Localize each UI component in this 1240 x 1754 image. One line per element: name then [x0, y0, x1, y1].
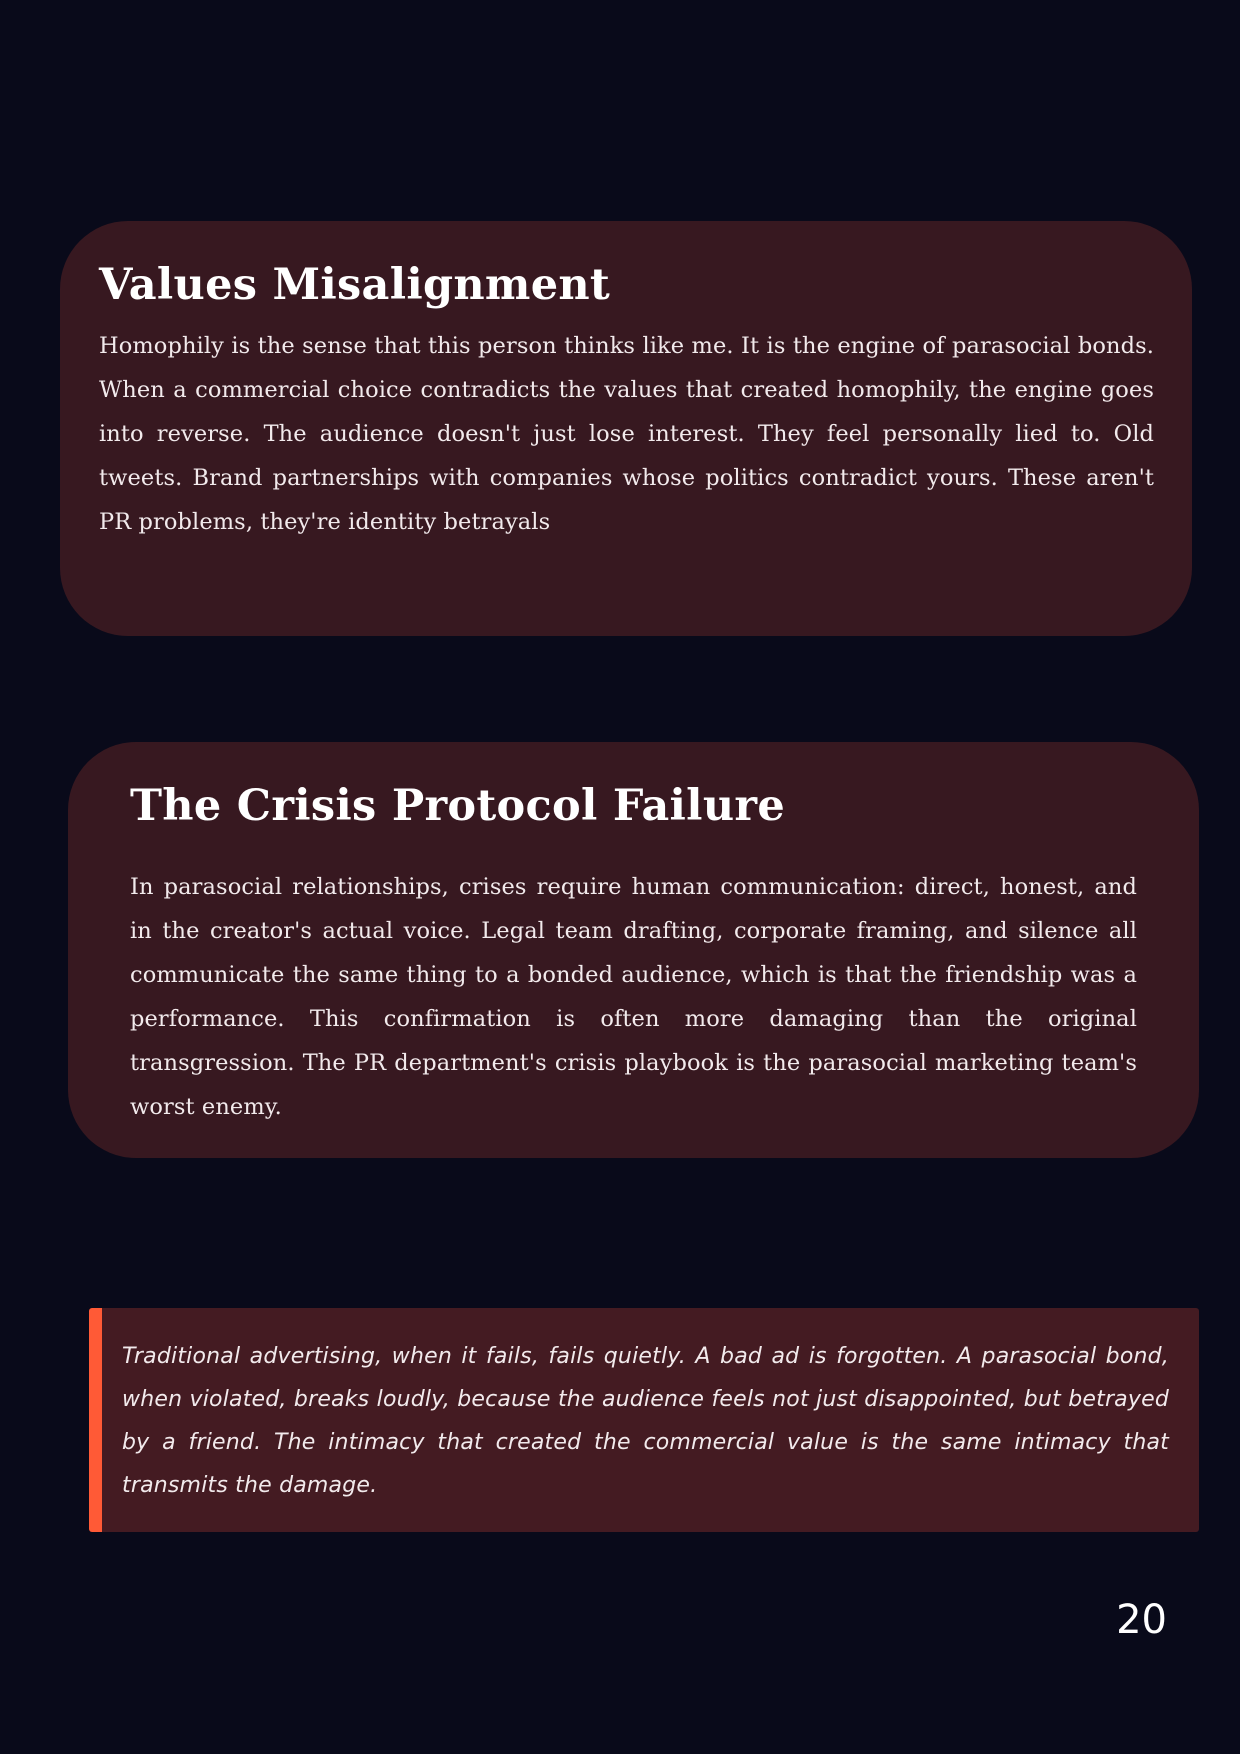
pull-quote — [89, 1308, 1199, 1532]
section-title: Values Misalignment — [99, 260, 611, 310]
section-body: Homophily is the sense that this person thinks like me. It is the engine of parasocial bonds. When a commercial choice contradicts the values that created homophily, the engine goes into reverse. The audience doesn't just lose interest. They feel personally lied to. Old tweets. Brand partnerships with companies whose politics contradict yours. These aren't PR problems, they're identity betrayals — [99, 333, 1154, 536]
crisis-protocol-card — [68, 742, 1199, 1158]
page-number: 20 — [1116, 1597, 1167, 1643]
pull-quote-text: Traditional advertising, when it fails, fails quietly. A bad ad is forgotten. A parasocial bond, when violated, breaks loudly, because the audience feels not just disappointed, but betrayed by a friend. The intimacy that created the commercial value is the same intimacy that transmits the damage. — [122, 1344, 1169, 1498]
values-misalignment-card — [60, 221, 1192, 636]
section-title: The Crisis Protocol Failure — [130, 781, 785, 831]
section-body: In parasocial relationships, crises require human communication: direct, honest, and in the creator's actual voice. Legal team drafting, corporate framing, and silence all communicate the same thing to a bonded audience, which is that the friendship was a performance. This confirmation is often more damaging than the original transgression. The PR department's crisis playbook is the parasocial marketing team's worst enemy. — [130, 874, 1137, 1121]
